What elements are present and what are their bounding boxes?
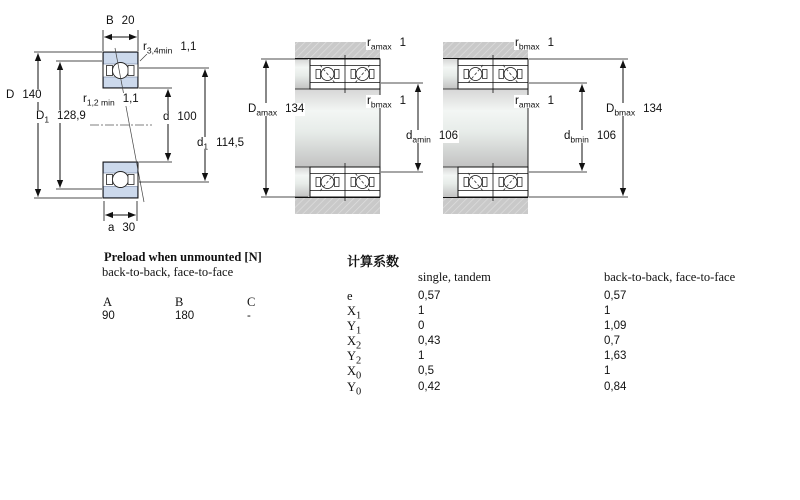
factor-row-value2: 0,57 [604, 290, 627, 302]
housing-band-bottom [443, 198, 528, 214]
factor-row-value2: 1 [604, 305, 611, 317]
housing-band-bottom [295, 198, 380, 214]
dim-label-ramax-b: $r_{amax}$ 1 [515, 95, 555, 110]
single-bearing-figure [34, 30, 209, 221]
bearing-pair-top [458, 55, 528, 93]
bearing-pair-top [310, 55, 380, 93]
dim-Dbmax [529, 59, 628, 197]
preload-subtitle: back-to-back, face-to-face [102, 265, 234, 279]
factors-col1-header: single, tandem [418, 270, 491, 284]
dim-a [104, 201, 137, 221]
factor-row-value2: 1,09 [604, 320, 627, 332]
dim-label-Dbmax: $D_{bmax}$ 134 [606, 103, 663, 118]
preload-col-A: A [103, 295, 113, 309]
factor-row-label: $X_2$ [347, 334, 362, 352]
preload-value-B: 180 [175, 310, 195, 322]
dim-label-damin: $d_{amin}$ 106 [406, 130, 459, 145]
dim-B [103, 30, 138, 51]
bearing-section-bottom [103, 162, 138, 198]
factor-row-value1: 0 [418, 320, 425, 332]
dim-label-rbmax-a: $r_{bmax}$ 1 [367, 95, 407, 110]
dim-label-dbmin: $d_{bmin}$ 106 [564, 130, 617, 145]
mounting-figure-b [443, 42, 628, 214]
factor-row-value2: 0,84 [604, 381, 627, 393]
preload-value-A: 90 [102, 310, 115, 322]
factor-row-value1: 1 [418, 350, 425, 362]
mounting-figure-a [261, 42, 423, 214]
preload-col-C: C [247, 295, 256, 309]
bearing-section-top [103, 52, 138, 88]
dim-label-Damax: $D_{amax}$ 134 [248, 103, 305, 118]
factor-row-label: $Y_2$ [347, 349, 362, 367]
factor-row-value2: 1,63 [604, 350, 627, 362]
factor-row-label: $X_0$ [347, 364, 362, 382]
factor-row-value1: 0,42 [418, 381, 441, 393]
dim-label-B: B 20 [106, 15, 135, 27]
ball-bottom [113, 172, 129, 188]
bearing-pair-bottom [310, 163, 380, 201]
factor-row-label: $X_1$ [347, 304, 362, 322]
dim-label-a: a 30 [108, 222, 136, 234]
factor-row-value1: 1 [418, 305, 425, 317]
factor-row-value1: 0,5 [418, 365, 434, 377]
bearing-pair-bottom [458, 163, 528, 201]
preload-title: Preload when unmounted [N] [104, 250, 262, 264]
dim-label-d1: $d_1$ 114,5 [197, 137, 245, 152]
dim-label-D1: $D_1$ 128,9 [36, 110, 86, 125]
factor-row-label: e [347, 289, 353, 303]
factor-row-value1: 0,43 [418, 335, 441, 347]
preload-col-B: B [175, 295, 184, 309]
dim-label-ramax-a: $r_{amax}$ 1 [367, 37, 407, 52]
factors-col2-header: back-to-back, face-to-face [604, 270, 736, 284]
preload-value-C: - [247, 310, 251, 322]
factor-row-label: $Y_0$ [347, 380, 362, 398]
dim-label-d: d 100 [163, 111, 197, 123]
factors-title: 计算系数 [347, 254, 400, 269]
dim-label-rbmax-b: $r_{bmax}$ 1 [515, 37, 555, 52]
factor-row-value2: 1 [604, 365, 611, 377]
factor-row-value2: 0,7 [604, 335, 620, 347]
dim-label-D: D 140 [6, 89, 42, 101]
dim-label-r12: $r_{1,2 min}$ 1,1 [83, 93, 139, 108]
dim-label-r34: $r_{3,4min}$ 1,1 [143, 41, 197, 56]
factor-row-label: $Y_1$ [347, 319, 362, 337]
factor-row-value1: 0,57 [418, 290, 441, 302]
dim-d1 [139, 68, 209, 182]
